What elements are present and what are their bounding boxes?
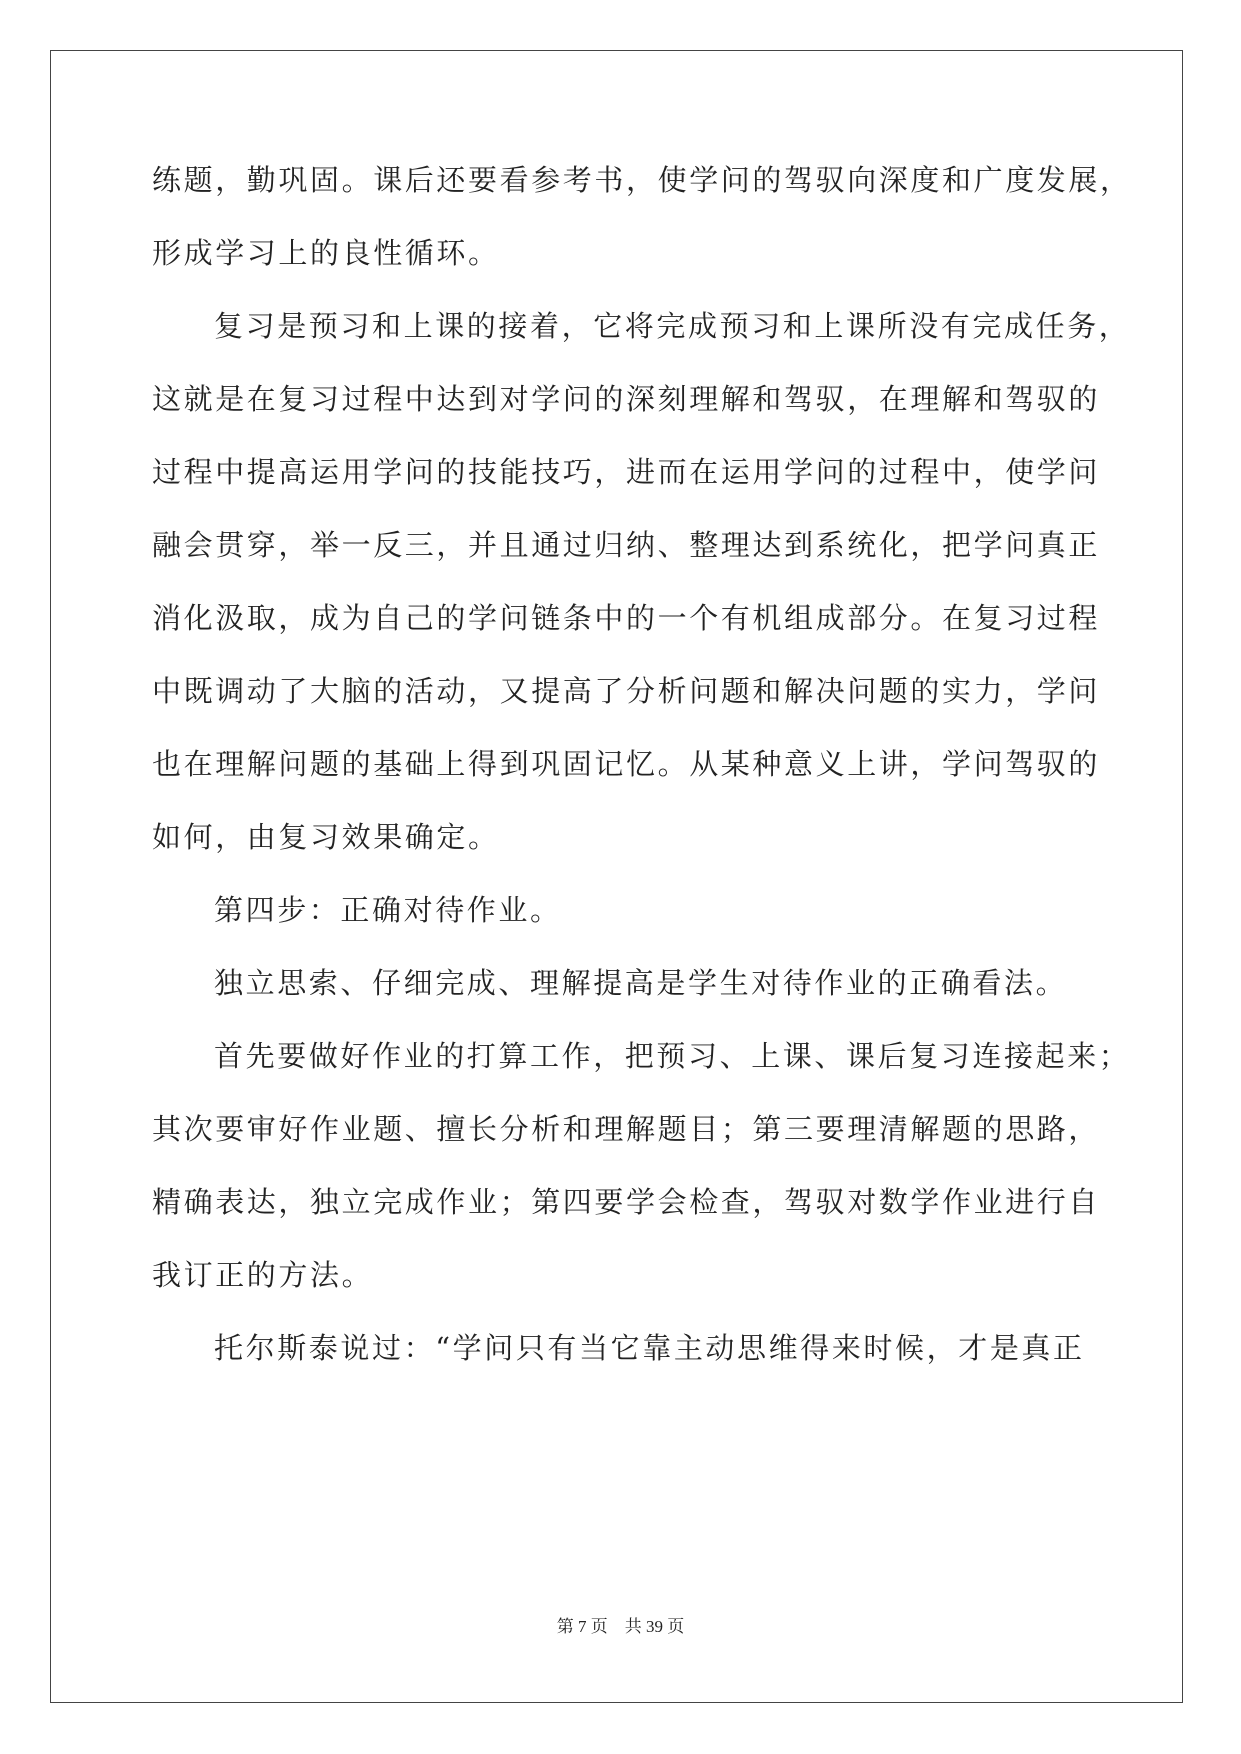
text-line: 练题，勤巩固。课后还要看参考书，使学问的驾驭向深度和广度发展， [152, 163, 1132, 197]
paragraph-start-line: 首先要做好作业的打算工作，把预习、上课、课后复习连接起来； [214, 1039, 1131, 1073]
text-line: 这就是在复习过程中达到对学问的深刻理解和驾驭，在理解和驾驭的 [152, 382, 1101, 416]
text-line: 我订正的方法。 [152, 1258, 374, 1292]
page-border [50, 50, 1183, 1703]
text-line: 精确表达，独立完成作业；第四要学会检查，驾驭对数学作业进行自 [152, 1185, 1101, 1219]
text-line: 其次要审好作业题、擅长分析和理解题目；第三要理清解题的思路， [152, 1112, 1101, 1146]
text-line: 消化汲取，成为自己的学问链条中的一个有机组成部分。在复习过程 [152, 601, 1101, 635]
text-line: 如何，由复习效果确定。 [152, 820, 500, 854]
paragraph-start-line: 复习是预习和上课的接着，它将完成预习和上课所没有完成任务， [214, 309, 1131, 343]
text-line: 形成学习上的良性循环。 [152, 236, 500, 270]
section-heading: 第四步：正确对待作业。 [214, 893, 562, 927]
paragraph-start-line: 独立思索、仔细完成、理解提高是学生对待作业的正确看法。 [214, 966, 1068, 1000]
text-line: 过程中提高运用学问的技能技巧，进而在运用学问的过程中，使学问 [152, 455, 1101, 489]
text-line: 中既调动了大脑的活动，又提高了分析问题和解决问题的实力，学问 [152, 674, 1101, 708]
text-line: 融会贯穿，举一反三，并且通过归纳、整理达到系统化，把学问真正 [152, 528, 1101, 562]
text-line: 也在理解问题的基础上得到巩固记忆。从某种意义上讲，学问驾驭的 [152, 747, 1101, 781]
paragraph-start-line: 托尔斯泰说过：“学问只有当它靠主动思维得来时候，才是真正 [214, 1331, 1085, 1365]
page-number-footer: 第 7 页 共 39 页 [556, 1617, 685, 1636]
